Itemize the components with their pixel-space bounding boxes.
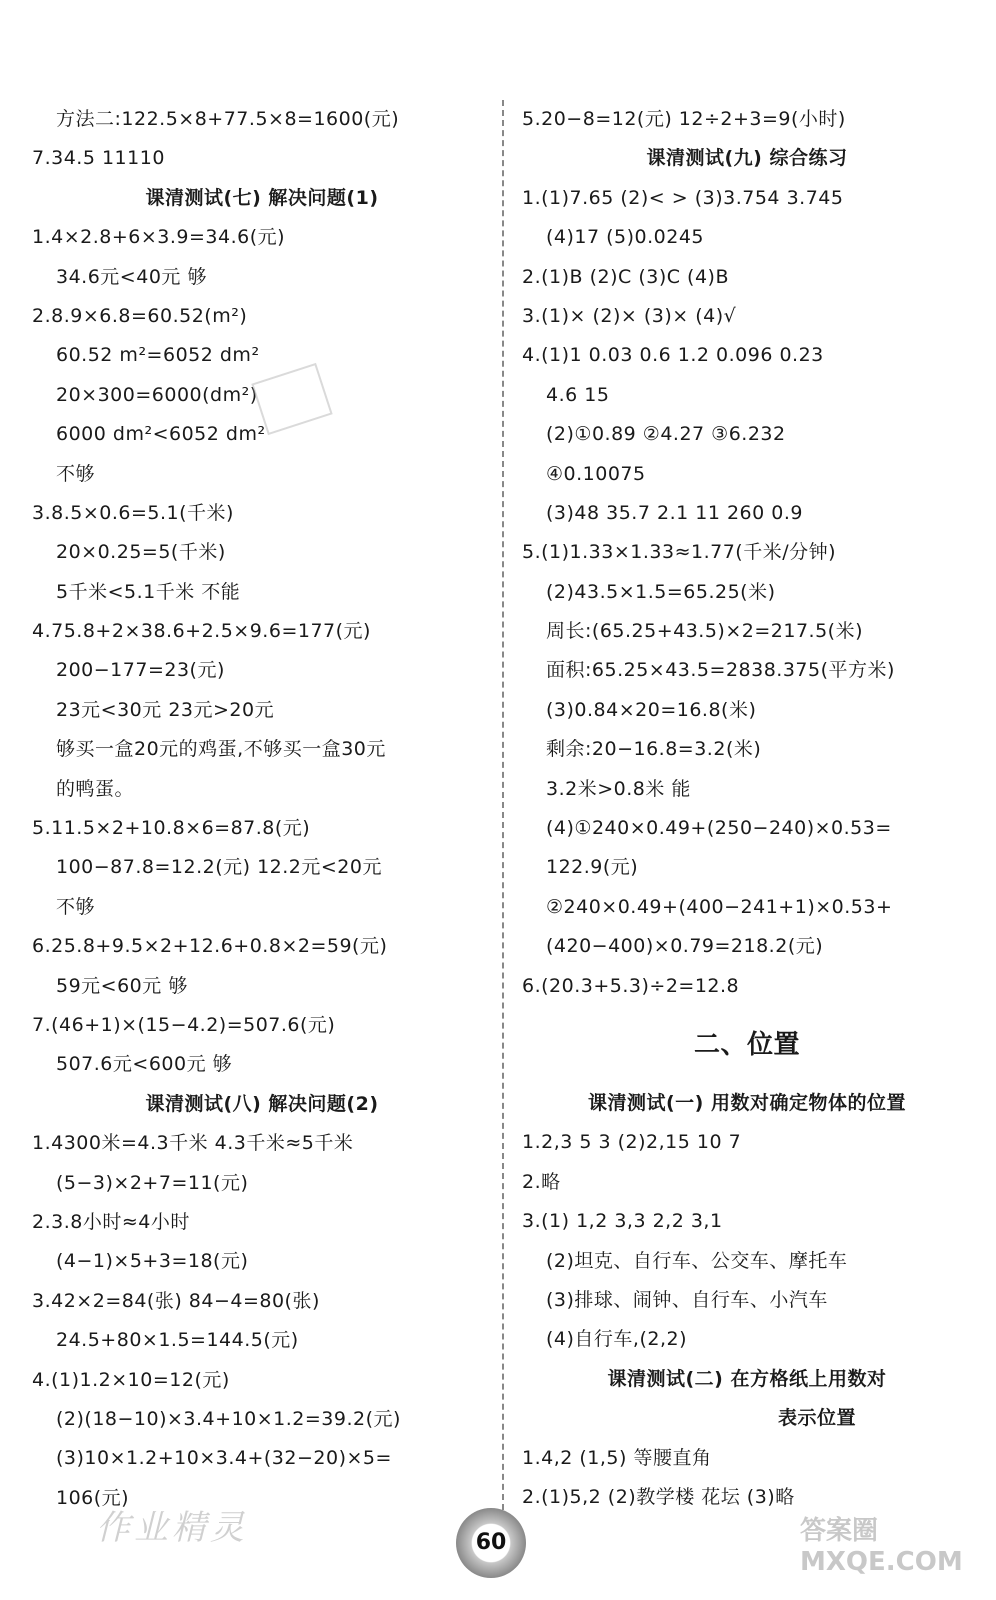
left-column bbox=[32, 100, 492, 1518]
answer-line: 34.6元<40元 够 bbox=[56, 265, 207, 288]
answer-line: 60.52 m²=6052 dm² bbox=[56, 344, 260, 367]
answer-line: 6.(20.3+5.3)÷2=12.8 bbox=[522, 974, 740, 997]
answer-line: 2.(1)B (2)C (3)C (4)B bbox=[522, 265, 730, 288]
answer-line: 4.75.8+2×38.6+2.5×9.6=177(元) bbox=[32, 620, 371, 643]
answer-line: 1.4×2.8+6×3.9=34.6(元) bbox=[32, 226, 286, 249]
answer-line: 6.25.8+9.5×2+12.6+0.8×2=59(元) bbox=[32, 935, 388, 958]
section-heading: 课清测试(一) 用数对确定物体的位置 bbox=[588, 1091, 906, 1114]
section-heading: 课清测试(七) 解决问题(1) bbox=[145, 186, 379, 209]
answer-line: 的鸭蛋。 bbox=[56, 777, 135, 800]
answer-line: (420−400)×0.79=218.2(元) bbox=[546, 935, 824, 958]
answer-line: 3.8.5×0.6=5.1(千米) bbox=[32, 501, 234, 524]
right-column bbox=[522, 100, 972, 1517]
answer-line: 5.20−8=12(元) 12÷2+3=9(小时) bbox=[522, 108, 846, 130]
answer-line: (2)43.5×1.5=65.25(米) bbox=[546, 580, 776, 603]
answer-line: (3)10×1.2+10×3.4+(32−20)×5= bbox=[56, 1447, 392, 1470]
answer-line: 2.8.9×6.8=60.52(m²) bbox=[32, 304, 248, 327]
answer-line: 3.(1)× (2)× (3)× (4)√ bbox=[522, 304, 737, 327]
column-divider bbox=[502, 100, 504, 1520]
answer-line: 够买一盒20元的鸡蛋,不够买一盒30元 bbox=[56, 738, 386, 761]
answer-line: 7.34.5 11110 bbox=[32, 147, 165, 170]
answer-line: 24.5+80×1.5=144.5(元) bbox=[56, 1329, 299, 1352]
answer-line: 1.(1)7.65 (2)< > (3)3.754 3.745 bbox=[522, 186, 844, 209]
answer-line: 1.4,2 (1,5) 等腰直角 bbox=[522, 1446, 712, 1469]
answer-line: 5千米<5.1千米 不能 bbox=[56, 580, 241, 603]
answer-line: 4.(1)1.2×10=12(元) bbox=[32, 1368, 230, 1391]
answer-line: 1.4300米=4.3千米 4.3千米≈5千米 bbox=[32, 1132, 354, 1155]
answer-line: ②240×0.49+(400−241+1)×0.53+ bbox=[546, 895, 893, 918]
answer-line: (4)17 (5)0.0245 bbox=[546, 226, 705, 249]
answer-line: 面积:65.25×43.5=2838.375(平方米) bbox=[546, 659, 895, 682]
answer-line: 不够 bbox=[56, 895, 96, 918]
answer-line: 3.2米>0.8米 能 bbox=[546, 777, 691, 800]
answer-line: 507.6元<600元 够 bbox=[56, 1053, 233, 1076]
answer-line: (3)排球、闹钟、自行车、小汽车 bbox=[546, 1288, 828, 1311]
answer-line: (3)0.84×20=16.8(米) bbox=[546, 698, 757, 721]
answer-line: 20×300=6000(dm²) bbox=[56, 383, 258, 406]
answer-line: 1.2,3 5 3 (2)2,15 10 7 bbox=[522, 1131, 742, 1154]
answer-line: (2)坦克、自行车、公交车、摩托车 bbox=[546, 1249, 848, 1272]
answer-line: 23元<30元 23元>20元 bbox=[56, 698, 275, 721]
answer-line: (4)①240×0.49+(250−240)×0.53= bbox=[546, 817, 892, 840]
section-heading: 课清测试(二) 在方格纸上用数对 bbox=[607, 1367, 887, 1390]
answer-line: (4−1)×5+3=18(元) bbox=[56, 1250, 249, 1273]
answer-line: 6000 dm²<6052 dm² bbox=[56, 423, 266, 446]
watermark: 作业精灵 bbox=[96, 1508, 248, 1548]
answer-line: (4)自行车,(2,2) bbox=[546, 1328, 687, 1351]
answer-line: (5−3)×2+7=11(元) bbox=[56, 1171, 249, 1194]
answer-line: 122.9(元) bbox=[546, 856, 639, 879]
answer-line: 3.(1) 1,2 3,3 2,2 3,1 bbox=[522, 1210, 723, 1233]
page-number: 60 bbox=[456, 1508, 526, 1578]
answer-line: 3.42×2=84(张) 84−4=80(张) bbox=[32, 1289, 320, 1312]
answer-line: 2.略 bbox=[522, 1170, 561, 1193]
chapter-title: 二、位置 bbox=[693, 1029, 800, 1060]
corner-watermark: 答案圈 MXQE.COM bbox=[800, 1516, 963, 1577]
answer-line: 5.11.5×2+10.8×6=87.8(元) bbox=[32, 817, 311, 840]
answer-line: 7.(46+1)×(15−4.2)=507.6(元) bbox=[32, 1013, 336, 1036]
answer-line: (3)48 35.7 2.1 11 260 0.9 bbox=[546, 501, 803, 524]
answer-line: 不够 bbox=[56, 462, 96, 485]
answer-line: (2)①0.89 ②4.27 ③6.232 bbox=[546, 423, 786, 446]
answer-line: (2)(18−10)×3.4+10×1.2=39.2(元) bbox=[56, 1407, 401, 1430]
answer-line: 59元<60元 够 bbox=[56, 974, 188, 997]
answer-line: 4.6 15 bbox=[546, 383, 610, 406]
answer-line: 106(元) bbox=[56, 1486, 130, 1509]
answer-line: 方法二:122.5×8+77.5×8=1600(元) bbox=[56, 108, 400, 130]
answer-line: 5.(1)1.33×1.33≈1.77(千米/分钟) bbox=[522, 541, 837, 564]
answer-line: 100−87.8=12.2(元) 12.2元<20元 bbox=[56, 856, 382, 879]
answer-line: 2.3.8小时≈4小时 bbox=[32, 1210, 190, 1233]
answer-line: 20×0.25=5(千米) bbox=[56, 541, 226, 564]
answer-line: 4.(1)1 0.03 0.6 1.2 0.096 0.23 bbox=[522, 344, 824, 367]
answer-line: ④0.10075 bbox=[546, 462, 646, 485]
answer-line: 剩余:20−16.8=3.2(米) bbox=[546, 738, 762, 761]
section-heading: 课清测试(八) 解决问题(2) bbox=[145, 1092, 379, 1115]
section-heading: 表示位置 bbox=[777, 1407, 856, 1430]
answer-line: 2.(1)5,2 (2)教学楼 花坛 (3)略 bbox=[522, 1485, 795, 1508]
answer-line: 周长:(65.25+43.5)×2=217.5(米) bbox=[546, 620, 863, 643]
section-heading: 课清测试(九) 综合练习 bbox=[646, 147, 848, 170]
answer-line: 200−177=23(元) bbox=[56, 659, 225, 682]
